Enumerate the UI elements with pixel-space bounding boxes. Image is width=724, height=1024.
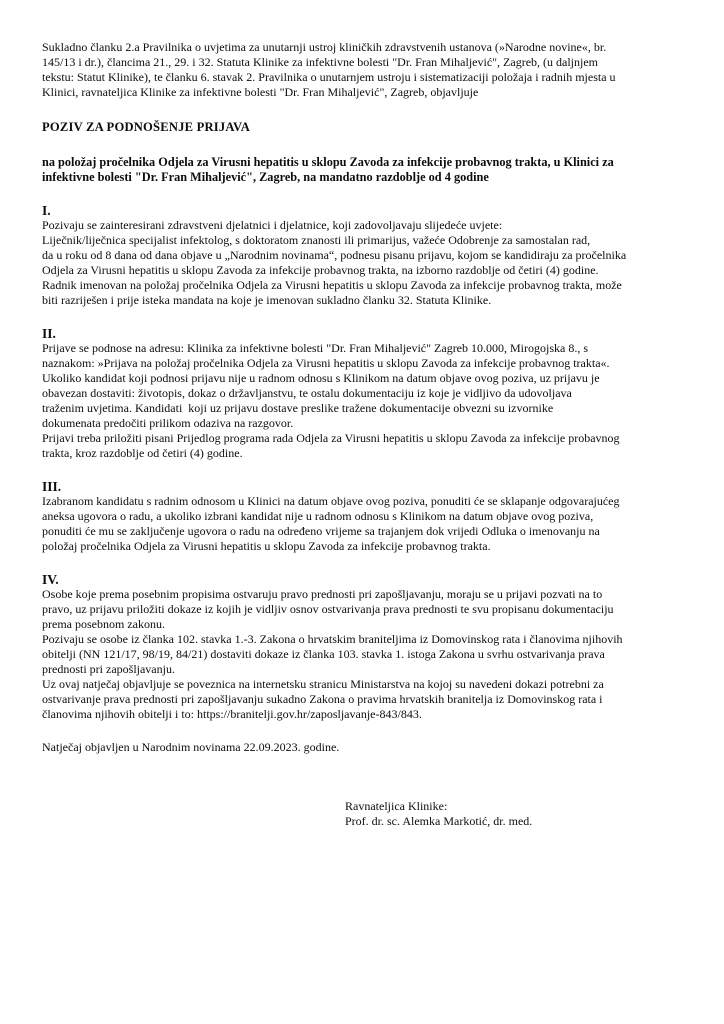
text-line: tekstu: Statut Klinike), te članku 6. stavak 2. Pravilnika o unutarnjem ustroju i sistematizaciji položaja i radnih mjesta u xyxy=(42,70,616,84)
section-i xyxy=(42,203,674,308)
publication-note: Natječaj objavljen u Narodnim novinama 22.09.2023. godine. xyxy=(42,740,340,754)
signature-block xyxy=(345,799,674,829)
position-paragraph xyxy=(42,155,674,185)
text-line: obitelji (NN 121/17, 98/19, 84/21) dostaviti dokaze iz članka 103. stavka 1. istoga Zakona u svrhu ostvarivanja prava xyxy=(42,647,605,661)
section-iv-body xyxy=(42,587,674,722)
section-i-body xyxy=(42,218,674,308)
text-line: na položaj pročelnika Odjela za Virusni hepatitis u sklopu Zavoda za infekcije probavnog trakta, u Klinici za xyxy=(42,155,614,169)
text-line: Izabranom kandidatu s radnim odnosom u Klinici na datum objave ovog poziva, ponuditi će se sklapanje odgovarajućeg xyxy=(42,494,620,508)
text-line: infektivne bolesti "Dr. Fran Mihaljević", Zagreb, na mandatno razdoblje od 4 godine xyxy=(42,170,489,184)
signature-name: Prof. dr. sc. Alemka Markotić, dr. med. xyxy=(345,814,533,828)
text-line: Klinici, ravnateljica Klinike za infektivne bolesti "Dr. Fran Mihaljević", Zagreb, objavljuje xyxy=(42,85,479,99)
text-line: Ukoliko kandidat koji podnosi prijavu nije u radnom odnosu s Klinikom na datum objave ovog poziva, uz prijavu je xyxy=(42,371,600,385)
text-line: biti razriješen i prije isteka mandata na koje je imenovan sukladno članku 32. Statuta Klinike. xyxy=(42,293,492,307)
text-line: Liječnik/liječnica specijalist infektolog, s doktoratom znanosti ili primarijus, važeće Odobrenje za samostalan rad, xyxy=(42,233,591,247)
text-line: Pozivaju se zainteresirani zdravstveni djelatnici i djelatnice, koji zadovoljavaju slijedeće uvjete: xyxy=(42,218,503,232)
section-ii xyxy=(42,326,674,461)
text-line: Uz ovaj natječaj objavljuje se poveznica na internetsku stranicu Ministarstva na kojoj su navedeni dokazi potrebni za xyxy=(42,677,604,691)
text-line: Sukladno članku 2.a Pravilnika o uvjetima za unutarnji ustroj kliničkih zdravstvenih ustanova (»Narodne novine«, br. xyxy=(42,40,607,54)
text-line: Odjela za Virusni hepatitis u sklopu Zavoda za infekcije probavnog trakta, na izborno razdoblje od četiri (4) godine. xyxy=(42,263,599,277)
text-line: da u roku od 8 dana od dana objave u „Narodnim novinama“, podnesu pisanu prijavu, kojom se kandidiraju za pročelnika xyxy=(42,248,627,262)
text-line: 145/13 i dr.), člancima 21., 29. i 32. Statuta Klinike za infektivne bolesti "Dr. Fran Mihaljević", Zagreb, (u daljnjem xyxy=(42,55,599,69)
text-line: obavezan dostaviti: životopis, dokaz o državljanstvu, te ostalu dokumentaciju iz koje je vidljivo da udovoljava xyxy=(42,386,572,400)
text-line: trakta, kroz razdoblje od četiri (4) godine. xyxy=(42,446,243,460)
text-line: prednosti pri zapošljavanju. xyxy=(42,662,175,676)
text-line: ponuditi će mu se zaključenje ugovora o radu na određeno vrijeme sa trajanjem dok vrijedi Odluka o imenovanju na xyxy=(42,524,600,538)
signature-role: Ravnateljica Klinike: xyxy=(345,799,448,813)
text-line: aneksa ugovora o radu, a ukoliko izbrani kandidat nije u radnom odnosu s Klinikom na datum objave ovog poziva, xyxy=(42,509,594,523)
section-i-label: I. xyxy=(42,203,51,218)
text-line: dokumenata predočiti prilikom odaziva na razgovor. xyxy=(42,416,294,430)
text-line: Radnik imenovan na položaj pročelnika Odjela za Virusni hepatitis u sklopu Zavoda za infekcije probavnog trakta, može xyxy=(42,278,622,292)
text-line: Osobe koje prema posebnim propisima ostvaruju pravo prednosti pri zapošljavanju, moraju se u prijavi pozvati na to xyxy=(42,587,603,601)
intro-paragraph xyxy=(42,40,674,100)
text-line: prema posebnom zakonu. xyxy=(42,617,165,631)
text-line: Prijavi treba priložiti pisani Prijedlog programa rada Odjela za Virusni hepatitis u sklopu Zavoda za infekcije probavnog xyxy=(42,431,620,445)
section-iii-body xyxy=(42,494,674,554)
section-iv-label: IV. xyxy=(42,572,59,587)
section-iii xyxy=(42,479,674,554)
text-line: naznakom: »Prijava na položaj pročelnika Odjela za Virusni hepatitis u sklopu Zavoda za infekcije probavnog trakta«. xyxy=(42,356,610,370)
text-line: ostvarivanje prava prednosti pri zapošljavanju sukadno Zakona o pravima hrvatskih branitelja iz Domovinskog rata i xyxy=(42,692,603,706)
text-line: Pozivaju se osobe iz članka 102. stavka 1.-3. Zakona o hrvatskim braniteljima iz Domovinskog rata i članovima njihovih xyxy=(42,632,623,646)
call-title: POZIV ZA PODNOŠENJE PRIJAVA xyxy=(42,120,250,134)
section-iv xyxy=(42,572,674,722)
text-line: traženim uvjetima. Kandidati koji uz prijavu dostave preslike tražene dokumentacije obvezni su izvornike xyxy=(42,401,554,415)
text-line: članovima njihovih obitelji i to: https://branitelji.gov.hr/zaposljavanje-843/843. xyxy=(42,707,422,721)
text-line: položaj pročelnika Odjela za Virusni hepatitis u sklopu Zavoda za infekcije probavnog trakta. xyxy=(42,539,491,553)
text-line: Prijave se podnose na adresu: Klinika za infektivne bolesti "Dr. Fran Mihaljević" Zagreb 10.000, Mirogojska 8., s xyxy=(42,341,589,355)
section-ii-label: II. xyxy=(42,326,56,341)
text-line: pravo, uz prijavu priložiti dokaze iz kojih je vidljiv osnov ostvarivanja prava prednosti te svu propisanu dokumentaciju xyxy=(42,602,614,616)
section-ii-body xyxy=(42,341,674,461)
section-iii-label: III. xyxy=(42,479,62,494)
